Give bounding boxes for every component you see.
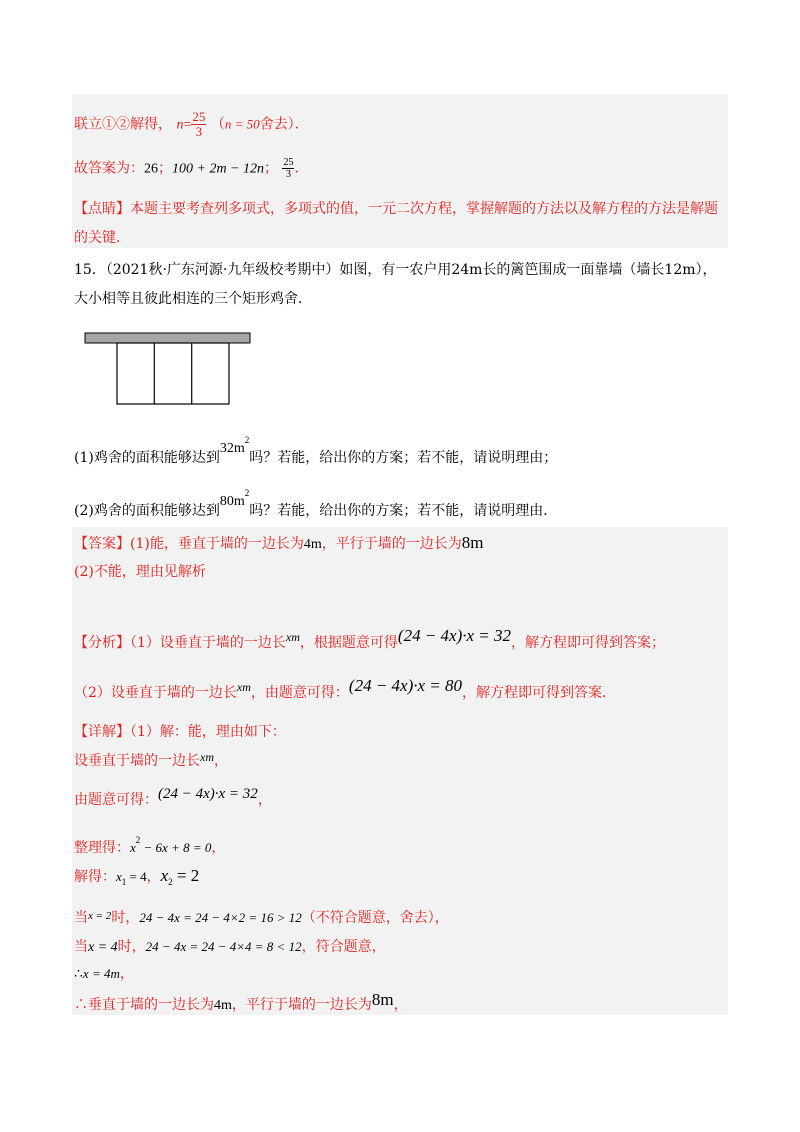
problem-stem-line-2: 大小相等且彼此相连的三个矩形鸡舍． — [74, 291, 312, 307]
detail-step-5: 当$^{x = 2}$时，24 − 4x = 24 − 4×2 = 16 > 12（不符合题意，舍去）， — [74, 910, 449, 926]
coop-outline — [117, 343, 229, 404]
analysis-line-1: 【分析】（1）设垂直于墙的一边长xm，根据题意可得(24 − 4x)·x = 32，解方程即可得到答案； — [74, 626, 666, 651]
detail-step-6: 当x = 4时，24 − 4x = 24 − 4×4 = 8 < 12，符合题意， — [74, 939, 386, 955]
detail-step-1: 设垂直于墙的一边长xm， — [74, 750, 228, 769]
question-1: (1)鸡舍的面积能够达到$32m^2$吗？若能，给出你的方案；若不能，请说明理由； — [74, 435, 558, 466]
answer-line-2: (2)不能，理由见解析 — [74, 564, 206, 580]
prev-comment-line-2: 的关键． — [74, 230, 130, 246]
detail-step-4: 解得：$x_1 = 4$，$x_2 = 2$ — [74, 866, 200, 887]
detail-title: 【详解】（1）解：能，理由如下： — [74, 724, 286, 740]
fraction-25-3-small: $\frac{25}{3}$ — [283, 157, 294, 180]
fraction-25-3: $\frac{25}{3}$ — [192, 109, 206, 139]
wall — [85, 333, 250, 343]
prev-solution-line-1: 联立①②解得， n= $\frac{25}{3}$ （n = 50舍去）． — [74, 109, 309, 139]
prev-solution-line-2: 故答案为：26；100 + 2m − 12n； $\frac{25}{3}$ ． — [74, 157, 309, 180]
detail-step-3: 整理得：$x^2 - 6x + 8 = 0$， — [74, 835, 226, 856]
detail-step-7: ∴x = 4m， — [74, 966, 134, 982]
answer-line-1: 【答案】(1)能，垂直于墙的一边长为4m，平行于墙的一边长为8m — [74, 533, 484, 552]
detail-step-2: 由题意可得：(24 − 4x)·x = 32， — [74, 786, 272, 808]
detail-step-8: ∴垂直于墙的一边长为4m，平行于墙的一边长为8m， — [74, 990, 408, 1013]
chicken-coop-figure — [84, 332, 254, 406]
problem-stem-line-1: 15．（2021秋·广东河源·九年级校考期中）如图，有一农户用24m长的篱笆围成一面靠墙（墙长12m）， — [74, 262, 717, 278]
question-2: (2)鸡舍的面积能够达到$80m^2$吗？若能，给出你的方案；若不能，请说明理由． — [74, 488, 558, 519]
analysis-line-2: （2）设垂直于墙的一边长xm，由题意可得：(24 − 4x)·x = 80，解方程即可得到答案． — [74, 676, 617, 701]
prev-comment-line-1: 【点睛】本题主要考查列多项式，多项式的值，一元二次方程，掌握解题的方法以及解方程的方法是解题 — [74, 201, 718, 217]
